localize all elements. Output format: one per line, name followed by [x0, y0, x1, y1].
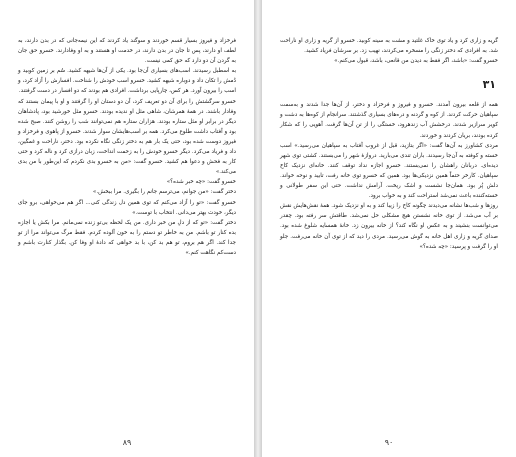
left-paragraph-4: خسرو گفت: «چه خبر شده؟»: [166, 179, 236, 186]
left-paragraph-3: خسرو سرگشتش را برای آن دو تعریف کرد، آن دو دستان او را گرفتند و او با پیمان بستند که وفادار باشند. در همهٔ همرشان، شاهی مثل او ندیده بودند. خسرو مثل خورشید بود، پادشاهان دیگر در برابر او مثل ستاره بودند. هزاران ستاره هم نمی‌توانند شب را روشن کنند. صبح شده بود و آفتاب داشت طلوع می‌کرد. همه بر اسب‌هایشان سوار شدند. خسرو از پاهوی و فرخزاد و فیروز دوست شده بود، حتی یک بار هم به دختر زنگی نگاه نکرده بود. دختر، ناراحت و غمگین، داد و فریاد می‌کرد. دیگر خسرو خودش را به زحمت انداخت، زبان درازی کرد و ناله کرد و حتی کار به فحش و دعوا هم کشید. خسرو گفت: «من به خسرو بدی نکردم که این‌طور با من بدی می‌کند.»: [18, 98, 236, 176]
left-paragraph-6: خسرو گفت: «تو را آزاد می‌کنم که توی همین دل زندگی کنی... اگر هم می‌خواهی، برو جای دیگر، خودت بهتر می‌دانی. انتخاب با توست.»: [18, 199, 236, 216]
left-paragraph-7: دختر گفت: «تو که از دلِ من خبر داری. من یک لحظه بی‌تو زنده نمی‌مانم. مرا بکش یا اجازه بده کنار تو باشم. من به خاطر تو دستم را به خون آلوده کردم. فقط مرگ می‌تواند مرا از تو جدا کند. اگر هم بروم، تو هم بد کن، با بد خواهی که دادهٔ او وفا کن. بگذار کنارت باشم و دست‌کم نگاهت کنم.»: [18, 219, 236, 256]
left-paragraph-5: دختر گفت: «من جوانم، می‌ترسم جانم را بگیری. مرا ببخش.»: [92, 189, 236, 196]
right-paragraph-4: مردی کشاورز به آن‌ها گفت: «اگر بتازید، قبل از غروب آفتاب به سپاهیان می‌رسید.» اسب خسته و کوفته به آن‌جا رسیدند. باران تندی می‌بارید. دروازهٔ شهر را می‌بستند. کشتی توی شهر دیده‌ای. دربانان راهشان را نمی‌بستند. خسرو اجازه نداد توقف کنند. خانه‌ای نزدیک کاخ سپاهیان. کارخر حتماً همین نزدیکی‌ها بود. همین که خسرو توی خانه رفت، تابید و نوحه خواند. دلش پُر بود. همان‌جا نشست و اشک ریخت. آرامش نداشت. حتی این سفر طولانی و خسته‌کننده باعث نمی‌شد استراحت کند و به خواب برود.: [280, 142, 498, 200]
right-page: [262, 0, 516, 457]
page-number: ۸۹: [122, 438, 132, 447]
chapter-number: ۳۱: [482, 78, 496, 92]
book-gutter: [254, 0, 262, 457]
page-number: ۹۰: [384, 438, 394, 447]
right-paragraph-2: خسرو گفت: «باشد، اگر فقط به دیدن من قانعی، باشد، قبول می‌کنم.»: [334, 58, 498, 65]
left-paragraph-2: به اسطبل رسیدند. اسب‌های بسیاری آن‌جا بود. یکی از آن‌ها شیهه کشید. سُم بر زمین کوبید و دُمش را تکان داد و دوباره شیهه کشید. خسرو اسب خودش را شناخت. افسارش را آزاد کرد، و اسب را بیرون آورد. هر کس، چارپایی برداشت. افرادی هم بودند که دو افسار در دست گرفتند.: [18, 68, 236, 95]
right-paragraph-5: روزها و شب‌ها نشانه می‌دیدند چگونه کاخ را زیبا کند و به او نزدیک شود. همهٔ نقش‌هایش نقش بر آب می‌شد. از توی خانه نشستن هیچ مشکلی حل نمی‌شد. طاقتش سر رفته بود. چقدر می‌توانست بنشیند و به عکس او نگاه کند؟ از خانه بیرون زد. خانهٔ همسایه شلوغ شده بود. صدای گریه و زاری اهل خانه به گوش می‌رسید. مردی را دید که از توی آن خانه می‌رفت. جلو او را گرفت و پرسید: «چه شده؟»: [280, 203, 498, 250]
right-paragraph-1: گریه و زاری کرد و یاد توی خاک غلتید و مشت به سینه کوبید. خسرو از گریه و زاری او ناراحت شد. به افرادی که دختر زنگی را مسخره می‌کردند، نهیب زد. بر سرشان فریاد کشید.: [280, 38, 498, 55]
left-page: [0, 0, 254, 457]
right-paragraph-3: همه از قلعه بیرون آمدند. خسرو و فیروز و فرخزاد و دختر، از آن‌ها جدا شدند و به‌سمت سپاهیان حرکت کردند. از کوه و گردنه و دره‌های بسیاری گذشتند. سرانجام از کوه‌ها به دشت و کویر سرازیر شدند. درخشش آب زندهرود، خستگی را از تن آن‌ها گرفت. آهویی را که شکار کرده بودند، بریان کردند و خوردند.: [280, 102, 498, 139]
left-paragraph-1: فرخزاد و فیروز بسیار قسم خوردند و سوگند یاد کردند که این نیمه‌جانی که در بدن دارند، به لطف او دارند، پس تا جان در بدن دارند، در خدمت او هستند و به او وفادارند. خسرو حق جان به گردن آن دو دارد که حق کمی نیست.: [18, 38, 236, 65]
